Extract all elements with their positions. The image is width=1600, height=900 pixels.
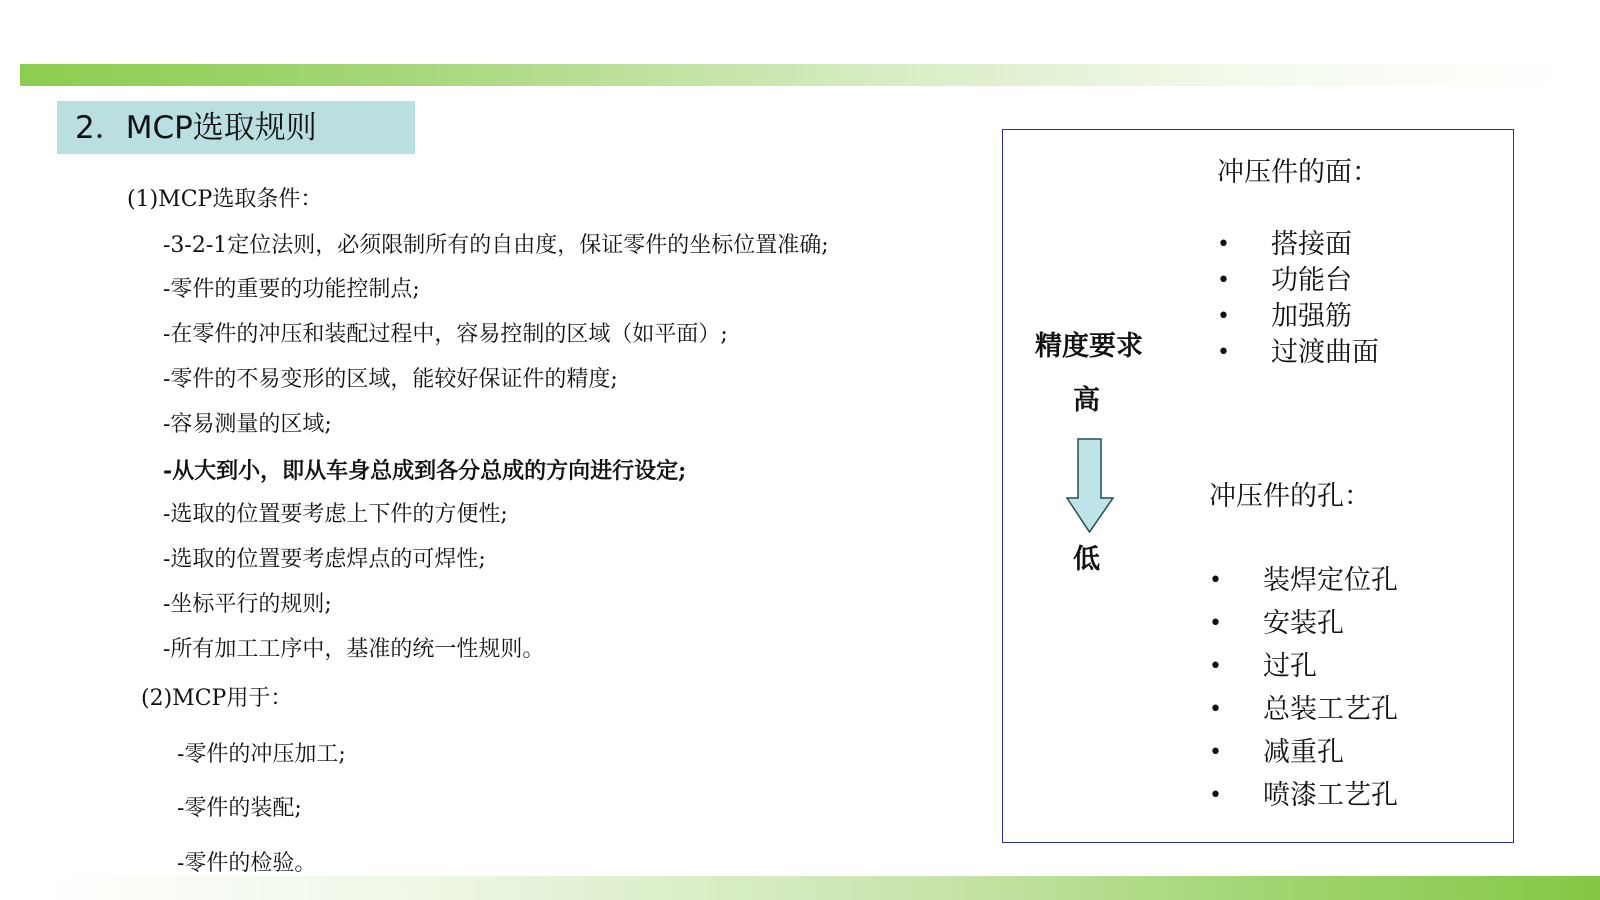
holes-list: [1209, 564, 1499, 822]
section1-item: -3-2-1定位法则，必须限制所有的自由度，保证零件的坐标位置准确;: [163, 233, 829, 258]
section1-item: -零件的不易变形的区域，能较好保证件的精度;: [163, 367, 618, 392]
high-label: 高: [1073, 385, 1100, 416]
bullet-icon: •: [1217, 268, 1230, 293]
bullet-icon: •: [1209, 568, 1222, 593]
holes-heading: 冲压件的孔：: [1209, 481, 1371, 512]
bullet-icon: •: [1209, 611, 1222, 636]
bullet-icon: •: [1217, 304, 1230, 329]
mcp-accuracy-panel: [1002, 129, 1514, 843]
top-gradient-bar: [20, 64, 1580, 86]
section1-item: -在零件的冲压和装配过程中，容易控制的区域（如平面）;: [163, 322, 728, 347]
bullet-icon: •: [1217, 232, 1230, 257]
section1-item: -零件的重要的功能控制点;: [163, 277, 420, 302]
holes-list-item: • 总装工艺孔: [1209, 694, 1398, 725]
low-label: 低: [1073, 544, 1100, 575]
accuracy-label: 精度要求: [1035, 331, 1143, 362]
bottom-gradient-bar: [40, 876, 1600, 900]
section1-item: -所有加工工序中，基准的统一性规则。: [163, 637, 545, 662]
bullet-icon: •: [1217, 340, 1230, 365]
section1-item: -选取的位置要考虑上下件的方便性;: [163, 502, 508, 527]
faces-list-item: • 加强筋: [1217, 301, 1352, 332]
section1-item: -容易测量的区域;: [163, 412, 332, 437]
faces-list: [1217, 228, 1477, 372]
faces-list-item: • 搭接面: [1217, 229, 1352, 260]
section2-heading: (2)MCP用于：: [141, 686, 293, 711]
section2-item: -零件的装配;: [177, 796, 302, 821]
faces-list-item: • 过渡曲面: [1217, 337, 1379, 368]
bullet-icon: •: [1209, 697, 1222, 722]
bullet-icon: •: [1209, 654, 1222, 679]
holes-list-item: • 喷漆工艺孔: [1209, 780, 1398, 811]
section1-item: -坐标平行的规则;: [163, 592, 332, 617]
holes-list-item: • 减重孔: [1209, 737, 1344, 768]
section1-item-emphasis: -从大到小，即从车身总成到各分总成的方向进行设定;: [163, 458, 687, 484]
section1-heading: (1)MCP选取条件：: [127, 187, 323, 212]
faces-list-item: • 功能台: [1217, 265, 1352, 296]
bullet-icon: •: [1209, 740, 1222, 765]
slide-title: 2．MCP选取规则: [75, 110, 317, 146]
holes-list-item: • 过孔: [1209, 651, 1317, 682]
section2-item: -零件的检验。: [177, 851, 317, 876]
slide-title-box: [57, 101, 415, 154]
section1-item: -选取的位置要考虑焊点的可焊性;: [163, 547, 486, 572]
holes-list-item: • 装焊定位孔: [1209, 565, 1398, 596]
holes-list-item: • 安装孔: [1209, 608, 1344, 639]
faces-heading: 冲压件的面：: [1217, 157, 1379, 188]
section2-item: -零件的冲压加工;: [177, 742, 346, 767]
bullet-icon: •: [1209, 783, 1222, 808]
down-arrow-icon: [1065, 438, 1115, 534]
